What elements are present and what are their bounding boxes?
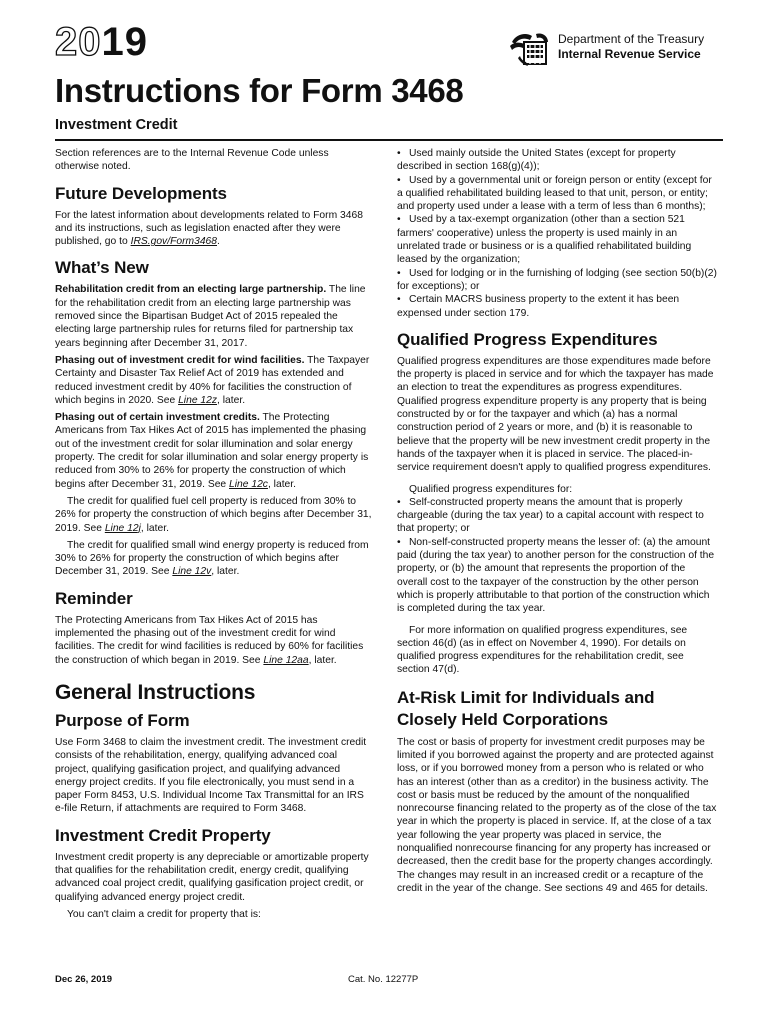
intro-text: Section references are to the Internal Revenue Code unless otherwise noted. — [55, 148, 329, 173]
right-column — [397, 147, 717, 899]
future-text-a: For the latest information about developments related to Form 3468 and its instructions, such as legislation enacted after they were published, go to — [55, 209, 363, 248]
list-item-text: Used mainly outside the United States (except for property described in section 168(g)(4)); — [397, 148, 676, 173]
exclusion-list — [397, 147, 717, 320]
reminder-text: The Protecting Americans from Tax Hikes Act of 2015 has implemented the phasing out of the investment credit for wind facilities. The credit for wind facilities is reduced by 60% for facilities the construction of which began in 2019. See — [55, 614, 364, 666]
bullet-icon: • — [397, 148, 401, 159]
fuel-cell-end: , later. — [140, 522, 169, 534]
general-instructions-heading: General Instructions — [55, 680, 256, 704]
at-risk-limit-text: The cost or basis of property for investment credit purposes may be limited if you borrowed against the property and are protected against loss, or if you borrowed money from a person who is related or who has an interest (other than as a creditor) in the business activity. The cost or basis must be reduced by the amount of the nonqualified nonrecourse financing related to the property as of the close of the tax year in which the property is placed in service. If, at the close of a tax year following the year property was placed in service, the nonqualified nonrecourse financing for any property has increased or decreased, then the credit base for the property changes accordingly. The changes may result in an increased credit or a recapture of the credit in the year of the change. See sections 49 and 465 for details. — [397, 736, 717, 894]
wind-phaseout-text: The Taxpayer Certainty and Disaster Tax Relief Act of 2019 has extended and reduced investment credit by 40% for facilities the construction of which begins in 2020. See — [55, 354, 370, 406]
small-wind-end: , later. — [211, 566, 240, 578]
future-text-b: . — [217, 236, 220, 248]
reminder-end: , later. — [308, 654, 337, 666]
wind-phaseout-lead: Phasing out of investment credit for wind facilities. — [55, 354, 305, 366]
header-rule — [55, 139, 723, 141]
rehab-credit-paragraph — [55, 283, 373, 349]
rehab-credit-text: The line for the rehabilitation credit from an electing large partnership was removed since the Bipartisan Budget Act of 2015 repealed the electing large partnership rules for returns filed for partnership tax years beginning after December 31, 2017. — [55, 284, 366, 349]
small-wind-text: The credit for qualified small wind energy property is reduced from 30% to 26% for property the construction of which begins after December 31, 2019. See — [55, 539, 369, 578]
wind-phaseout-paragraph — [55, 354, 373, 407]
page-subtitle: Investment Credit — [55, 117, 178, 133]
list-item — [397, 147, 717, 174]
wind-phaseout-end: , later. — [217, 394, 246, 406]
certain-phaseout-paragraph — [55, 411, 373, 491]
footer-date: Dec 26, 2019 — [55, 974, 113, 985]
investment-credit-property-text: Investment credit property is any depreciable or amortizable property that qualifies for the rehabilitation credit, energy credit, qualifying advanced coal project credit, qualifying gasification project credit, or qualifying advanced energy project credit. — [55, 851, 369, 903]
cant-claim-text: You can't claim a credit for property that is: — [67, 908, 261, 920]
agency-block — [558, 32, 704, 62]
fuel-cell-paragraph — [55, 495, 373, 535]
list-item-text: Self-constructed property means the amount that is properly chargeable (during the tax year) to a capital account with respect to that property; or — [397, 496, 704, 535]
purpose-of-form-heading: Purpose of Form — [55, 710, 190, 730]
qpe-text: Qualified progress expenditures are those expenditures made before the property is placed in service and for which the taxpayer has made an election to treat the expenditures as progress expenditures. Qualified progress expenditure property is any property that is being constructed by or for the taxpayer and which (a) has a normal construction period of 2 years or more, and (b) it is reasonable to believe that the property will be new investment credit property in the hands of the taxpayer when it is placed in service. The placed-in-service requirement doesn't apply to qualified progress expenditures. — [397, 355, 714, 474]
list-item — [397, 267, 717, 294]
future-developments-heading: Future Developments — [55, 183, 227, 203]
fuel-cell-text: The credit for qualified fuel cell property is reduced from 30% to 26% for property the construction of which begins after December 31, 2019. See — [55, 495, 372, 534]
line-12c-link[interactable]: Line 12c — [229, 478, 268, 490]
list-item — [397, 496, 717, 536]
purpose-of-form-text: Use Form 3468 to claim the investment credit. The investment credit consists of the rehabilitation, energy, qualifying advanced coal project, qualifying gasification project, and qualifying advanced energy project credits. If you file electronically, you must send in a paper Form 8453, U.S. Individual Income Tax Transmittal for an IRS e-file Return, if attachments are required to Form 3468. — [55, 736, 367, 815]
rehab-credit-lead: Rehabilitation credit from an electing large partnership. — [55, 284, 327, 296]
list-item-text: Non-self-constructed property means the lesser of: (a) the amount paid (during the tax year) to another person for the construction of the property, or (b) the amount that represents the proportion of the overall cost to the taxpayer of the construction by the other person which is properly attributable to that portion of the construction which is completed during the tax year. — [397, 536, 715, 615]
qualified-progress-expenditures-heading: Qualified Progress Expenditures — [397, 329, 658, 349]
investment-credit-property-heading: Investment Credit Property — [55, 825, 271, 845]
list-item-text: Used by a tax-exempt organization (other than a section 521 farmers' cooperative) unless the property is used mainly in an unrelated trade or business or is a qualified rehabilitated building leased by the organization; — [397, 214, 692, 266]
small-wind-paragraph — [55, 539, 373, 579]
line-12z-link[interactable]: Line 12z — [178, 394, 218, 406]
certain-phaseout-text: The Protecting Americans from Tax Hikes Act of 2015 has implemented the phasing out of the investment credit for solar illumination and solar energy property. The credit for solar illumination and solar energy property is reduced from 30% to 26% for property the construction of which begins after December 31, 2019. See — [55, 412, 369, 490]
list-item — [397, 213, 717, 266]
bullet-icon: • — [397, 267, 401, 279]
footer-catalog-number: Cat. No. 12277P — [348, 974, 419, 985]
agency-irs: Internal Revenue Service — [558, 47, 701, 61]
list-item — [397, 536, 717, 616]
list-item-text: Used for lodging or in the furnishing of lodging (see section 50(b)(2) for exceptions); or — [397, 267, 717, 292]
bullet-icon: • — [397, 294, 401, 306]
line-12aa-link[interactable]: Line 12aa — [263, 654, 309, 666]
list-item-text: Used by a governmental unit or foreign person or entity (except for a qualified rehabilitated building leased to that unit, person, or entity; and property used under a lease with a term of less than 6 months); — [397, 174, 712, 213]
at-risk-limit-heading: At-Risk Limit for Individuals and Closely Held Corporations — [397, 687, 655, 729]
form-year — [55, 20, 148, 64]
irs-form3468-link[interactable]: IRS.gov/Form3468 — [130, 236, 217, 248]
reminder-heading: Reminder — [55, 588, 133, 608]
bullet-icon: • — [397, 174, 401, 186]
future-developments-text — [55, 209, 373, 249]
certain-phaseout-lead: Phasing out of certain investment credits. — [55, 412, 260, 424]
bullet-icon: • — [397, 496, 401, 508]
line-12v-link[interactable]: Line 12v — [172, 566, 212, 578]
bullet-icon: • — [397, 214, 401, 226]
list-item — [397, 174, 717, 214]
certain-phaseout-end: , later. — [267, 478, 296, 490]
qpe-for-text: Qualified progress expenditures for: — [409, 483, 573, 495]
bullet-icon: • — [397, 536, 401, 548]
reminder-paragraph — [55, 614, 373, 667]
whats-new-heading: What’s New — [55, 258, 149, 278]
irs-eagle-logo-icon — [506, 28, 556, 68]
page-title: Instructions for Form 3468 — [55, 72, 464, 109]
year-suffix: 19 — [101, 20, 148, 64]
agency-department: Department of the Treasury — [558, 32, 705, 46]
list-item — [397, 293, 717, 320]
line-12j-link[interactable]: Line 12j — [104, 522, 141, 534]
list-item-text: Certain MACRS business property to the extent it has been expensed under section 179. — [397, 294, 680, 319]
year-prefix: 20 — [55, 20, 102, 64]
left-column — [55, 147, 373, 925]
qpe-list — [397, 496, 717, 616]
qpe-more-text: For more information on qualified progress expenditures, see section 46(d) (as in effect on November 4, 1990). For details on qualified progress expenditures for the rehabilitation credit, see section 47(d). — [397, 624, 688, 676]
